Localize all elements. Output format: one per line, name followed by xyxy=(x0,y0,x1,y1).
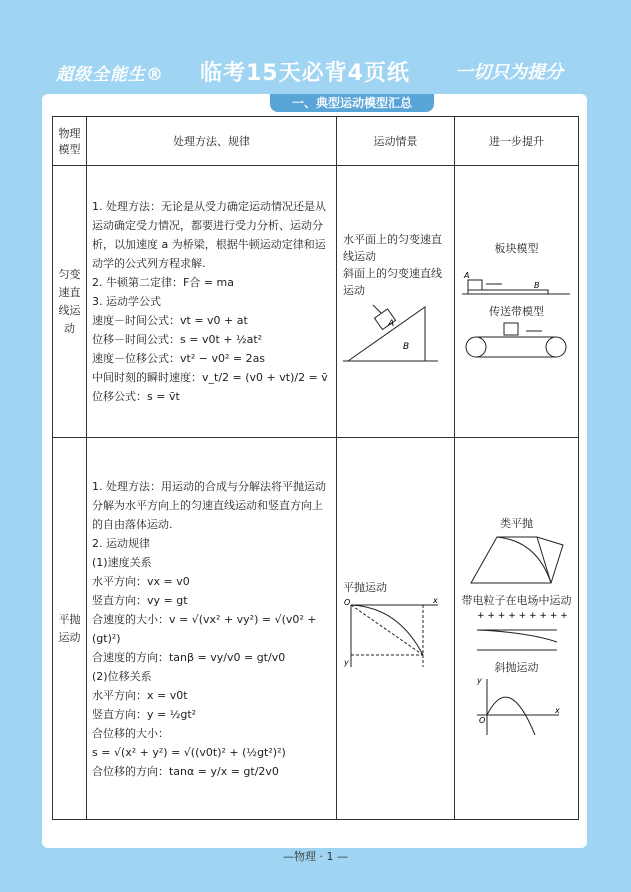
header-model: 物理模型 xyxy=(53,117,87,166)
svg-text:A: A xyxy=(463,270,469,280)
advance-cell xyxy=(455,166,579,438)
scene-cell xyxy=(337,438,455,820)
method-line: 速度－位移公式：vt² − v0² = 2as xyxy=(92,352,266,365)
page-footer: —物理 · 1 — xyxy=(283,850,348,863)
advance-label: 板块模型 xyxy=(494,241,539,255)
svg-text:x: x xyxy=(554,706,560,715)
model-name: 匀变速直线运动 xyxy=(53,166,87,438)
quasi-projectile-diagram xyxy=(467,531,567,589)
advance-label: 传送带模型 xyxy=(489,304,544,318)
oblique-projectile-diagram xyxy=(467,675,567,739)
method-line: 合位移的方向：tanα = y/x = gt/2v0 xyxy=(92,764,279,778)
svg-text:B: B xyxy=(533,280,539,290)
advance-label: 斜抛运动 xyxy=(494,661,539,674)
model-name: 平抛运动 xyxy=(53,438,87,820)
method-line: 竖直方向：vy = gt xyxy=(92,593,188,607)
svg-text:x: x xyxy=(433,596,438,605)
method-line: 合速度的方向：tanβ = vy/v0 = gt/v0 xyxy=(92,650,286,664)
svg-text:A: A xyxy=(388,319,395,329)
method-line: s = √(x² + y²) = √((v0t)² + (½gt²)²) xyxy=(92,745,286,759)
table-row xyxy=(53,438,579,820)
conveyor-diagram xyxy=(462,319,572,361)
method-line: (2)位移关系 xyxy=(92,669,152,683)
scene-text: 平抛运动 xyxy=(343,581,387,594)
method-line: 合速度的大小：v = √(vx² + vy²) = √(v0² + (gt)²) xyxy=(92,612,317,645)
svg-text:O: O xyxy=(344,598,351,607)
model-table xyxy=(52,116,579,820)
svg-text:+ + + + + + + + +: + + + + + + + + + xyxy=(476,611,567,621)
method-line: 位移－时间公式：s = v0t + ½at² xyxy=(92,333,263,346)
method-line: 1. 处理方法：用运动的合成与分解法将平抛运动分解为水平方向上的匀速直线运动和竖直方向上的自由落体运动. xyxy=(92,479,326,531)
method-line: 速度－时间公式：vt = v0 + at xyxy=(92,314,248,327)
header-advance: 进一步提升 xyxy=(455,117,579,166)
projectile-diagram xyxy=(343,595,443,675)
incline-diagram xyxy=(343,299,448,369)
header-scene: 运动情景 xyxy=(337,117,455,166)
page-title: 临考15天必背4页纸 xyxy=(200,61,410,86)
table-row xyxy=(53,166,579,438)
charged-particle-diagram xyxy=(467,608,567,656)
table-header-row xyxy=(53,117,579,166)
svg-text:y: y xyxy=(476,676,482,685)
method-line: 水平方向：x = v0t xyxy=(92,688,188,702)
method-cell xyxy=(87,438,337,820)
slogan: 一切只为提分 xyxy=(455,62,563,83)
method-cell xyxy=(87,166,337,438)
method-line: 竖直方向：y = ½gt² xyxy=(92,707,197,721)
advance-label: 带电粒子在电场中运动 xyxy=(461,594,572,607)
method-line: 水平方向：vx = v0 xyxy=(92,574,190,588)
method-line: 位移公式：s = v̄t xyxy=(92,390,180,403)
method-line: 2. 牛顿第二定律：F合 = ma xyxy=(92,276,234,289)
method-line: 1. 处理方法：无论是从受力确定运动情况还是从运动确定受力情况，都要进行受力分析、运动分析，以加速度 a 为桥梁，根据牛顿运动定律和运动学的公式列方程求解. xyxy=(92,200,326,270)
content-sheet xyxy=(42,94,587,848)
brand-logo: 超级全能生® xyxy=(56,65,164,85)
method-line: (1)速度关系 xyxy=(92,555,152,569)
svg-text:O: O xyxy=(478,716,485,725)
scene-cell xyxy=(337,166,455,438)
method-line: 合位移的大小： xyxy=(92,726,169,740)
advance-cell xyxy=(455,438,579,820)
svg-text:y: y xyxy=(344,658,349,667)
section-title: 一、典型运动模型汇总 xyxy=(270,94,434,112)
scene-text: 斜面上的匀变速直线运动 xyxy=(343,267,442,297)
svg-text:B: B xyxy=(403,342,410,352)
method-line: 中间时刻的瞬时速度：v_t/2 = (v0 + vt)/2 = v̄ xyxy=(92,371,328,384)
method-line: 3. 运动学公式 xyxy=(92,295,161,308)
plank-block-diagram xyxy=(462,256,572,300)
header-method: 处理方法、规律 xyxy=(87,117,337,166)
method-line: 2. 运动规律 xyxy=(92,536,150,550)
advance-label: 类平抛 xyxy=(500,517,533,530)
header xyxy=(0,52,631,94)
scene-text: 水平面上的匀变速直线运动 xyxy=(343,233,442,263)
